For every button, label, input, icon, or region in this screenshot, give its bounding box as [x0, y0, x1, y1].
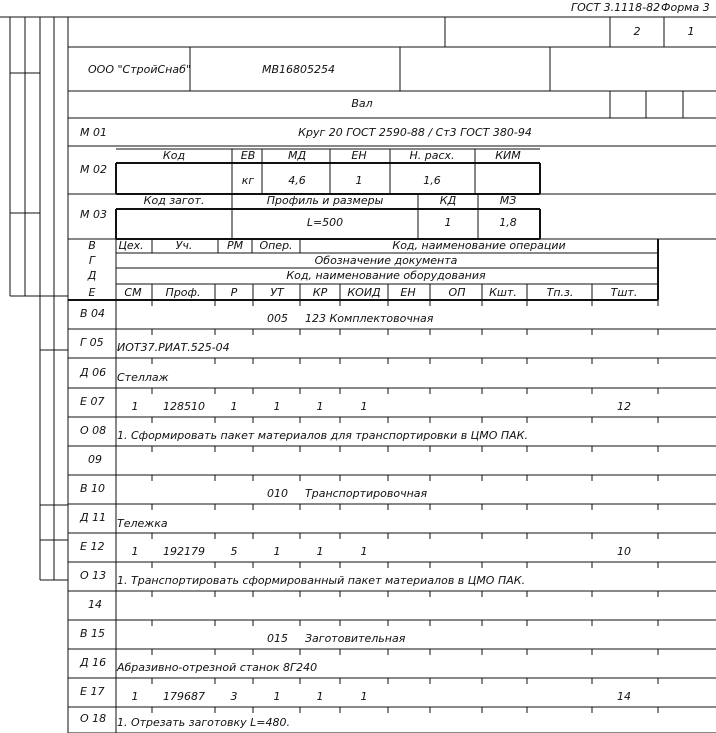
row-label-10: В 10	[80, 482, 106, 495]
legend-d-text: Код, наименование оборудования	[286, 269, 486, 282]
m02-header-ev: ЕВ	[240, 149, 256, 162]
m02-header-md: МД	[287, 149, 307, 162]
instruction-18: 1. Отрезать заготовку L=480.	[117, 716, 290, 729]
e12-koid: 1	[360, 545, 368, 558]
legend-b-operation: Опер.	[259, 239, 293, 252]
e07-tsht: 12	[617, 400, 631, 413]
e07-kr: 1	[316, 400, 324, 413]
e17-sm: 1	[131, 690, 139, 703]
instruction-08: 1. Сформировать пакет материалов для транспортировки в ЦМО ПАК.	[117, 429, 528, 442]
legend-e-sm: СМ	[124, 286, 142, 299]
document-05: ИОТ37.РИАТ.525-04	[117, 341, 230, 354]
e17-ut: 1	[273, 690, 281, 703]
m03-value-profile: L=500	[306, 216, 344, 229]
m02-header-en: ЕН	[351, 149, 367, 162]
e12-kr: 1	[316, 545, 324, 558]
m03-value-kd: 1	[444, 216, 452, 229]
legend-b-op-name: Код, наименование операции	[392, 239, 566, 252]
e12-prof: 192179	[163, 545, 205, 558]
m02-header-nrash: Н. расх.	[409, 149, 455, 162]
e17-prof: 179687	[163, 690, 205, 703]
row-label-16: Д 16	[80, 656, 107, 669]
legend-e-ut: УТ	[270, 286, 284, 299]
operation-number-015: 015	[267, 632, 288, 645]
row-label-m03: М 03	[80, 208, 107, 221]
legend-b-shop: Цех.	[118, 239, 144, 252]
m03-header-mz: МЗ	[499, 194, 517, 207]
legend-e-prof: Проф.	[165, 286, 201, 299]
row-label-m02: М 02	[80, 163, 107, 176]
sheets-count: 1	[687, 25, 695, 38]
legend-e-tsht: Тшт.	[610, 286, 638, 299]
row-label-14: 14	[88, 598, 102, 611]
operation-name-015: Заготовительная	[305, 632, 406, 645]
row-label-17: Е 17	[80, 685, 105, 698]
e07-sm: 1	[131, 400, 139, 413]
m02-value-nrash: 1,6	[423, 174, 441, 187]
e07-koid: 1	[360, 400, 368, 413]
legend-label-d: Д	[87, 269, 97, 282]
row-label-11: Д 11	[80, 511, 107, 524]
e07-r: 1	[230, 400, 238, 413]
row-label-m01: М 01	[80, 126, 107, 139]
operation-number-005: 005	[267, 312, 288, 325]
e17-tsht: 14	[617, 690, 631, 703]
row-label-12: Е 12	[80, 540, 105, 553]
legend-g-text: Обозначение документа	[314, 254, 458, 267]
m03-header-profile: Профиль и размеры	[266, 194, 384, 207]
m02-header-code: Код	[162, 149, 186, 162]
m02-value-en: 1	[355, 174, 363, 187]
legend-e-r: Р	[230, 286, 238, 299]
row-label-05: Г 05	[80, 336, 104, 349]
equipment-06: Стеллаж	[117, 371, 169, 384]
document-code: МВ16805254	[262, 63, 336, 76]
legend-e-koid: КОИД	[347, 286, 381, 299]
m03-header-blank-code: Код загот.	[143, 194, 205, 207]
m02-header-kim: КИМ	[495, 149, 521, 162]
legend-label-e: Е	[88, 286, 96, 299]
equipment-11: Тележка	[117, 517, 168, 530]
operation-number-010: 010	[267, 487, 288, 500]
e12-r: 5	[230, 545, 238, 558]
legend-e-kr: КР	[312, 286, 328, 299]
e07-ut: 1	[273, 400, 281, 413]
operation-name-010: Транспортировочная	[305, 487, 428, 500]
m03-value-mz: 1,8	[499, 216, 517, 229]
legend-e-tpz: Тп.з.	[546, 286, 574, 299]
m03-header-kd: КД	[439, 194, 457, 207]
form-label: Форма 3	[661, 1, 710, 14]
legend-label-g: Г	[88, 254, 96, 267]
m02-value-md: 4,6	[288, 174, 306, 187]
row-label-13: О 13	[80, 569, 107, 582]
e12-tsht: 10	[617, 545, 631, 558]
e17-kr: 1	[316, 690, 324, 703]
e07-prof: 128510	[163, 400, 205, 413]
legend-e-en: ЕН	[400, 286, 416, 299]
material-spec: Круг 20 ГОСТ 2590-88 / Ст3 ГОСТ 380-94	[298, 126, 532, 139]
equipment-16: Абразивно-отрезной станок 8Г240	[117, 661, 318, 674]
row-label-15: В 15	[80, 627, 106, 640]
row-label-08: О 08	[80, 424, 107, 437]
e17-koid: 1	[360, 690, 368, 703]
row-label-18: О 18	[80, 712, 107, 725]
row-label-06: Д 06	[80, 366, 107, 379]
instruction-13: 1. Транспортировать сформированный пакет материалов в ЦМО ПАК.	[117, 574, 526, 587]
sheet-number: 2	[633, 25, 641, 38]
legend-e-op: ОП	[448, 286, 466, 299]
operation-name-005: 123 Комплектовочная	[305, 312, 434, 325]
part-name: Вал	[351, 97, 373, 110]
gost-label: ГОСТ 3.1118-82	[571, 1, 661, 14]
e12-sm: 1	[131, 545, 139, 558]
company-name: ООО "СтройСнаб"	[88, 63, 191, 76]
row-label-07: Е 07	[80, 395, 105, 408]
m02-value-ev: кг	[241, 174, 255, 187]
legend-b-section: Уч.	[175, 239, 193, 252]
e12-ut: 1	[273, 545, 281, 558]
legend-b-workplace: РМ	[226, 239, 244, 252]
e17-r: 3	[230, 690, 238, 703]
legend-label-b: В	[88, 239, 96, 252]
legend-e-ksht: Кшт.	[489, 286, 517, 299]
row-label-09: 09	[88, 453, 102, 466]
row-label-04: В 04	[80, 307, 106, 320]
